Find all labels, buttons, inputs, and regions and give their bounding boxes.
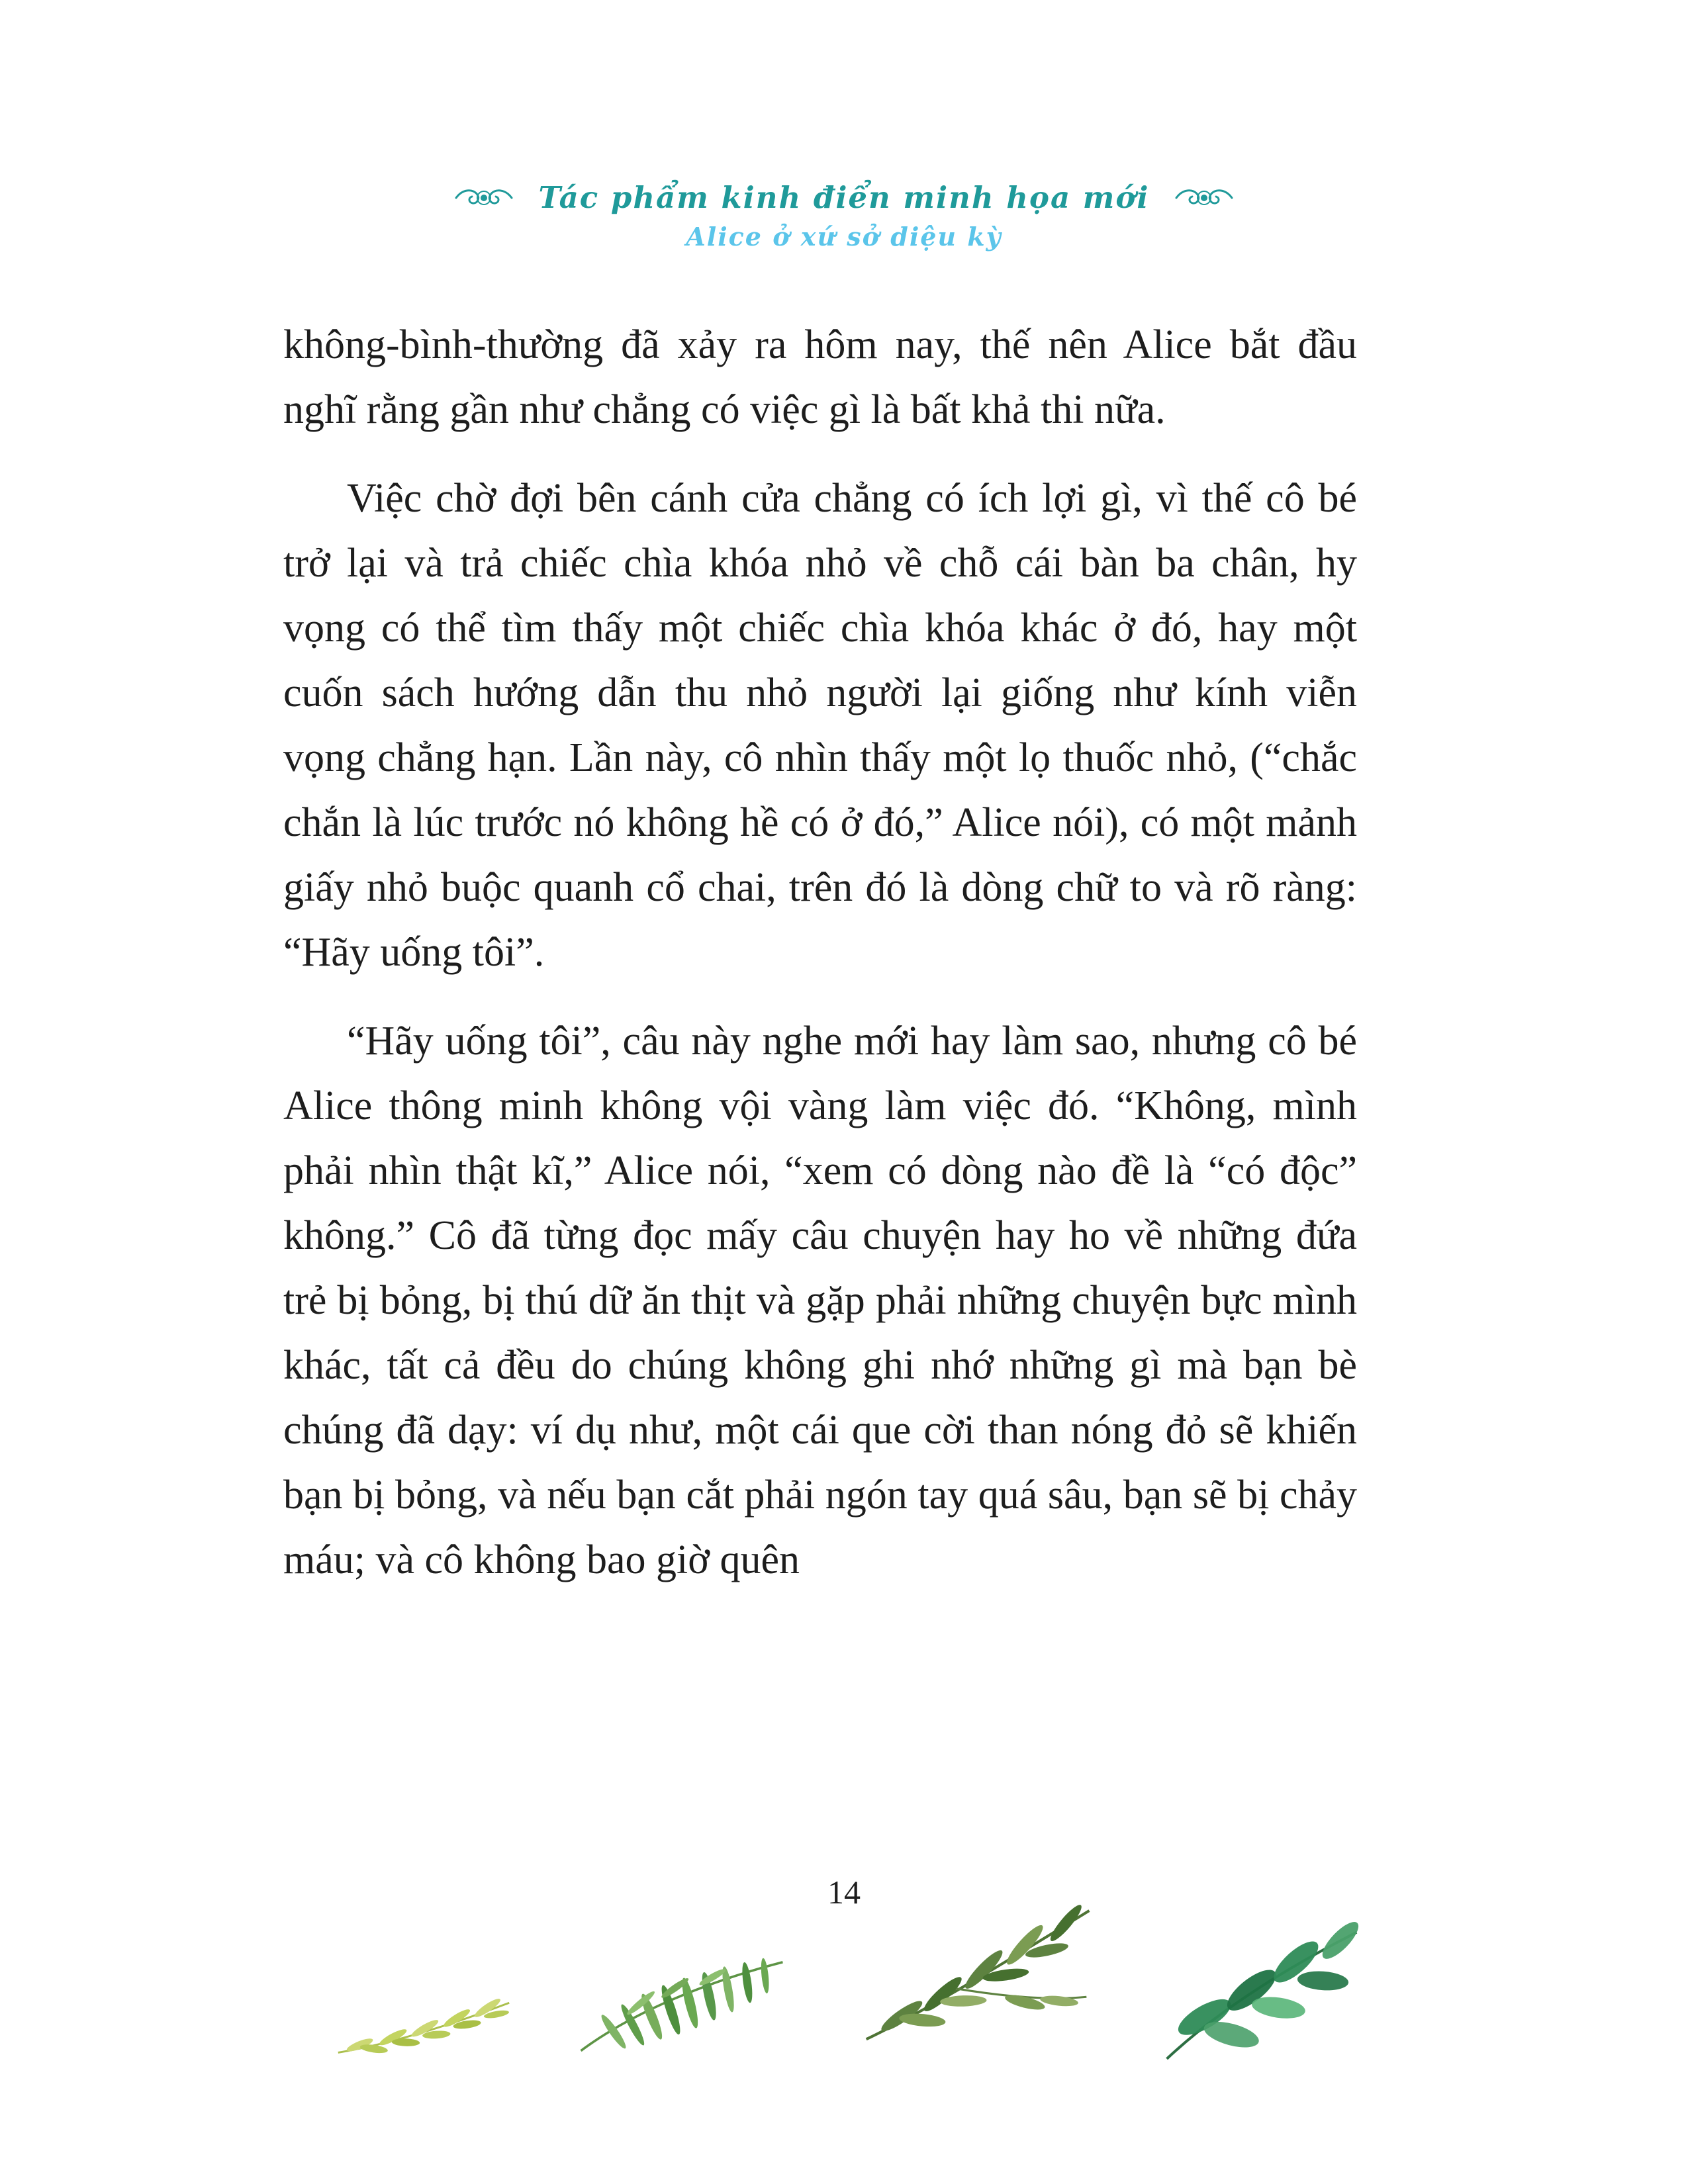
page-header [0, 180, 1688, 251]
body-paragraph: Việc chờ đợi bên cánh cửa chẳng có ích lợi gì, vì thế cô bé trở lại và trả chiếc chìa khóa nhỏ về chỗ cái bàn ba chân, hy vọng có thể tìm thấy một chiếc chìa khóa khác ở đó, hay một cuốn sách hướng dẫn thu nhỏ người lại giống như kính viễn vọng chẳng hạn. Lần này, cô nhìn thấy một lọ thuốc nhỏ, (“chắc chắn là lúc trước nó không hề có ở đó,” Alice nói), có một mảnh giấy nhỏ buộc quanh cổ chai, trên đó là dòng chữ to và rõ ràng: “Hãy uống tôi”. [283, 476, 1357, 975]
body-paragraph: không-bình-thường đã xảy ra hôm nay, thế nên Alice bắt đầu nghĩ rằng gần như chẳng có việc gì là bất khả thi nữa. [283, 322, 1357, 432]
series-title: Tác phẩm kinh điển minh họa mới [538, 180, 1150, 215]
flourish-right-icon [1172, 185, 1236, 211]
body-text-block [283, 312, 1357, 1592]
flourish-left-icon [452, 185, 516, 211]
book-title: Alice ở xứ sở diệu kỳ [686, 222, 1002, 251]
leaf-branch-dark-green-icon [1150, 1903, 1373, 2064]
page-number: 14 [827, 1874, 861, 1911]
series-title-row [0, 180, 1688, 215]
leaf-branch-olive-icon [854, 1893, 1100, 2050]
leaf-branch-yellow-green-icon [334, 1985, 513, 2064]
leaf-branch-fern-icon [573, 1923, 791, 2059]
body-paragraph: “Hãy uống tôi”, câu này nghe mới hay làm sao, nhưng cô bé Alice thông minh không vội vàng làm việc đó. “Không, mình phải nhìn thật kĩ,” Alice nói, “xem có dòng nào đề là “có độc” không.” Cô đã từng đọc mấy câu chuyện hay ho về những đứa trẻ bị bỏng, bị thú dữ ăn thịt và gặp phải những chuyện bực mình khác, tất cả đều do chúng không ghi nhớ những gì mà bạn bè chúng đã dạy: ví dụ như, một cái que cời than nóng đỏ sẽ khiến bạn bị bỏng, và nếu bạn cắt phải ngón tay quá sâu, bạn sẽ bị chảy máu; và cô không bao giờ quên [283, 1019, 1357, 1582]
